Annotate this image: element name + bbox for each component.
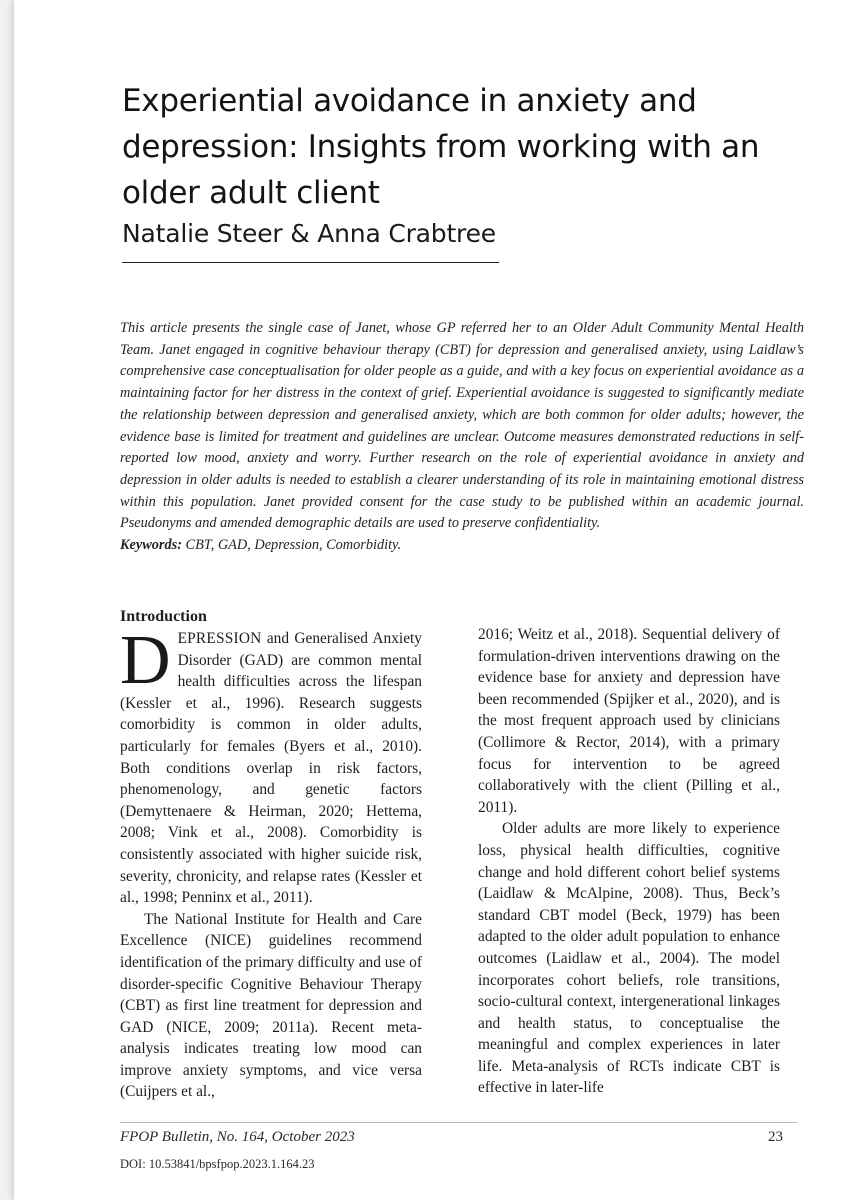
journal-page: [14, 0, 865, 1200]
abstract-text: This article presents the single case of Janet, whose GP referred her to an Older Adult Community Mental Health Team. Janet engaged in cognitive behaviour therapy (CBT) for depression and generalised anxiety, using Laidlaw’s comprehensive case conceptualisation for older people as a guide, and with a key focus on experiential avoidance as a maintaining factor for her distress in the context of grief. Experiential avoidance is suggested to significantly mediate the relationship between depression and generalised anxiety, which are both common for older adults; however, the evidence base is limited for treatment and guidelines are unclear. Outcome measures demonstrated reductions in self-reported low mood, anxiety and worry. Further research on the role of experiential avoidance in anxiety and depression in older adults is needed to establish a clearer understanding of its role in maintaining emotional distress within this population. Janet provided consent for the case study to be published within an academic journal. Pseudonyms and amended demographic details are used to preserve confidentiality.: [120, 320, 804, 532]
left-column: [120, 606, 422, 1103]
title-divider: [122, 262, 499, 263]
keywords-label: Keywords:: [120, 537, 182, 554]
small-caps-lead: EPRESSION: [177, 630, 262, 647]
page-number: 23: [768, 1129, 783, 1145]
keywords-line: [120, 535, 804, 557]
footer-divider: [120, 1122, 797, 1123]
keywords-list: CBT, GAD, Depression, Comorbidity.: [185, 537, 402, 554]
doi: DOI: 10.53841/bpsfpop.2023.1.164.23: [120, 1157, 315, 1171]
article-authors: Natalie Steer & Anna Crabtree: [122, 219, 496, 248]
abstract: [120, 318, 804, 557]
intro-paragraph-1-text: and Generalised Anxiety Disorder (GAD) are common mental health difficulties across the lifespan (Kessler et al., 1996). Research suggests comorbidity is common in older adults, particularly for females (Byers et al., 2010). Both conditions overlap in risk factors, phenomenology, and genetic factors (Demyttenaere & Heirman, 2020; Hettema, 2008; Vink et al., 2008). Comorbidity is consistently associated with higher suicide risk, severity, chronicity, and relapse rates (Kessler et al., 1998; Penninx et al., 2011).: [120, 630, 422, 907]
right-column: [478, 624, 780, 1099]
article-title: Experiential avoidance in anxiety and depression: Insights from working with an older adult client: [122, 83, 760, 211]
intro-paragraph-2: The National Institute for Health and Care Excellence (NICE) guidelines recommend identification of the primary difficulty and use of disorder-specific Cognitive Behaviour Therapy (CBT) as first line treatment for depression and GAD (NICE, 2009; 2011a). Recent meta-analysis indicates treating low mood can improve anxiety symptoms, and vice versa (Cuijpers et al.,: [120, 910, 422, 1101]
intro-paragraph-1: [120, 622, 422, 909]
footer-journal: FPOP Bulletin, No. 164, October 2023: [120, 1129, 355, 1145]
intro-paragraph-4: Older adults are more likely to experience loss, physical health difficulties, cognitive change and hold different cohort belief systems (Laidlaw & McAlpine, 2008). Thus, Beck’s standard CBT model (Beck, 1979) has been adapted to the older adult population to enhance outcomes (Laidlaw et al., 2004). The model incorporates cohort beliefs, role transitions, socio-cultural context, intergenerational linkages and health status, to conceptualise the meaningful and complex experiences in later life. Meta-analysis of RCTs indicate CBT is effective in later-life: [478, 820, 780, 1097]
intro-paragraph-3: 2016; Weitz et al., 2018). Sequential delivery of formulation-driven interventions drawing on the evidence base for anxiety and depression have been recommended (Spijker et al., 2020), and is the most frequent approach used by clinicians (Collimore & Rector, 2014), with a primary focus for intervention to be agreed collaboratively with the client (Pilling et al., 2011).: [478, 626, 780, 816]
drop-cap: D: [120, 622, 171, 699]
section-heading: Introduction: [120, 608, 207, 625]
